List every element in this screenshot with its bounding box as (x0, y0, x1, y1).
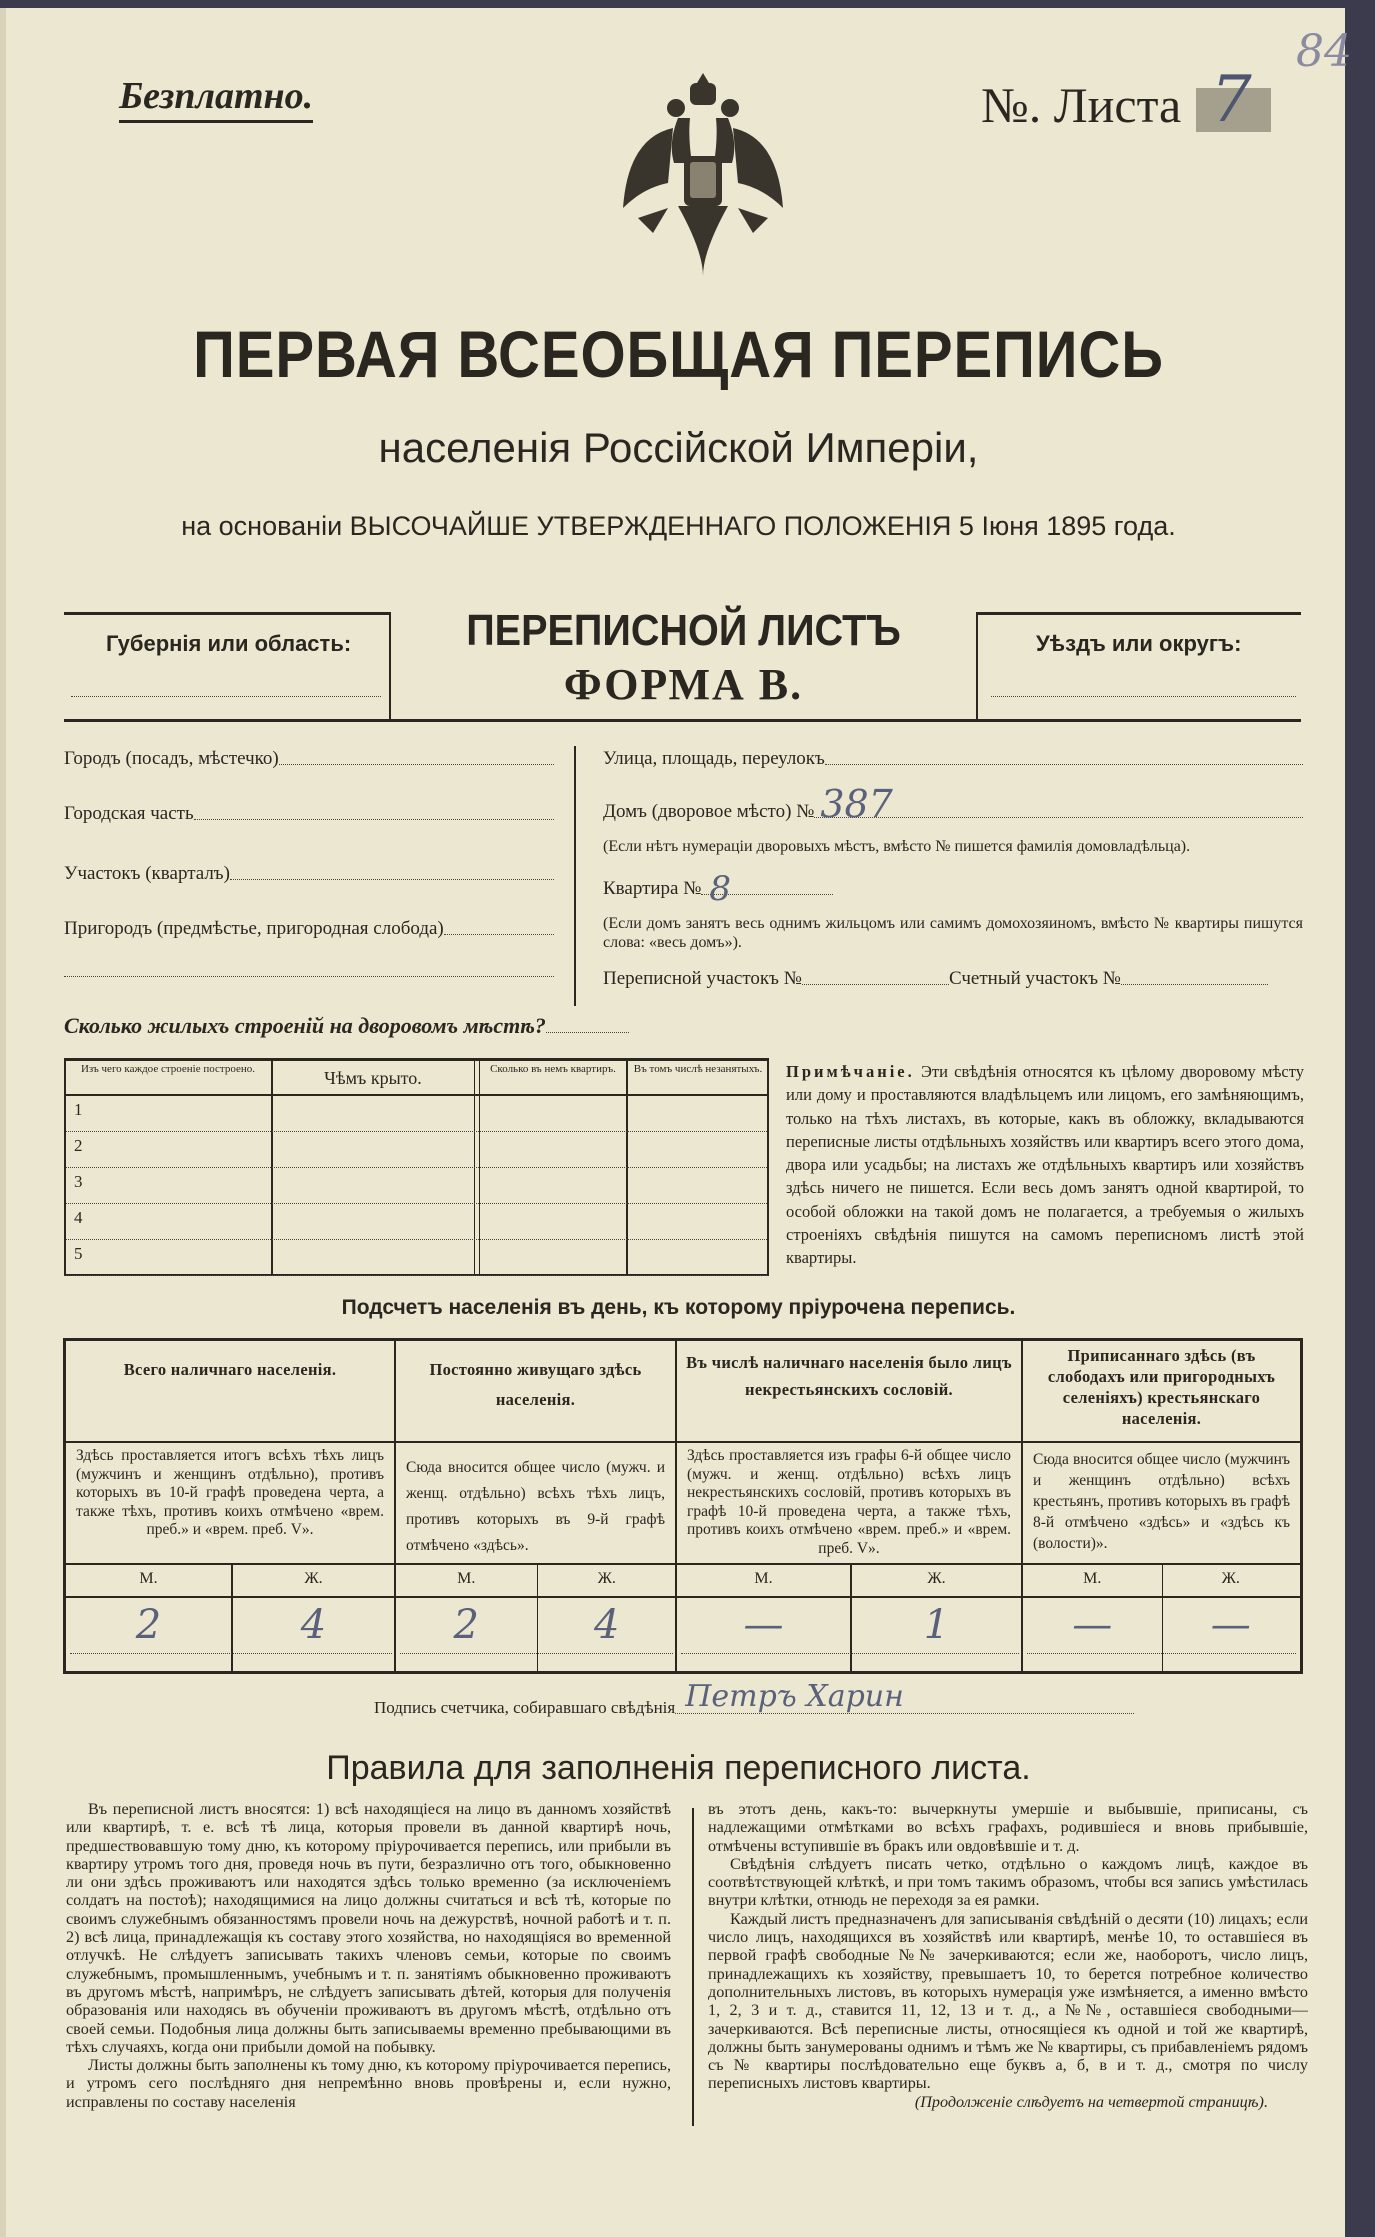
header-material: Изъ чего каждое строеніе построено. (80, 1063, 256, 1075)
buildings-question-row (64, 1013, 629, 1039)
city-part-field[interactable] (194, 803, 554, 820)
street-label: Улица, площадь, переулокъ (603, 748, 825, 769)
row-number: 3 (74, 1172, 83, 1191)
rules-paragraph: Листы должны быть заполнены къ тому дню, къ которому пріурочивается перепись, и утромъ сего послѣдняго дня непремѣнно вновь провѣрены и, если нужно, исправлены по составу населенія (66, 2056, 671, 2111)
row-divider (677, 1596, 1023, 1598)
count-column-head: Приписаннаго здѣсь (въ слободахъ или пригородныхъ селеніяхъ) крестьянскаго населенія. (1047, 1346, 1276, 1428)
house-number-value: 387 (820, 782, 893, 826)
enumerator-signature: Петръ Харин (685, 1679, 904, 1714)
count-column (1023, 1341, 1300, 1671)
count-column (677, 1341, 1023, 1671)
buildings-row[interactable] (66, 1168, 767, 1204)
county-label: Уѣздъ или округъ: (1036, 631, 1242, 656)
signature-label: Подпись счетчика, собиравшаго свѣдѣнія (374, 1698, 676, 1717)
house-note: (Если нѣтъ нумераціи дворовыхъ мѣстъ, вмѣсто № пишется фамилія домовладѣльца). (603, 838, 1191, 855)
rules-right-column (708, 1800, 1308, 2111)
count-column-description: Сюда вносится общее число (мужчинъ и женщинъ отдѣльно) всѣхъ крестьянъ, противъ которыхъ въ графѣ 8-й отмѣчено «здѣсь» и «здѣсь къ (волости)». (1033, 1451, 1290, 1552)
continued-note: (Продолженіе слѣдуетъ на четвертой страницѣ). (914, 2092, 1268, 2111)
female-label: Ж. (927, 1570, 946, 1587)
divider (574, 746, 576, 1006)
header-flats: Сколько въ немъ квартиръ. (490, 1063, 616, 1075)
count-column-description: Сюда вносится общее число (мужч. и женщ. отдѣльно) всѣхъ тѣхъ лицъ, противъ которыхъ въ 9-й графѣ отмѣчено «здѣсь». (406, 1459, 665, 1554)
house-field[interactable] (814, 782, 1303, 826)
count-entry-line[interactable] (400, 1653, 673, 1654)
archive-number: 84 (1296, 26, 1352, 77)
count-column-head: Постоянно живущаго здѣсь населенія. (429, 1360, 642, 1409)
main-title: ПЕРВАЯ ВСЕОБЩАЯ ПЕРЕПИСЬ (193, 317, 1164, 391)
divider (976, 612, 1301, 615)
signature-row (374, 1679, 1134, 1718)
census-district-label: Переписной участокъ № (603, 968, 802, 989)
row-divider (677, 1441, 1023, 1443)
buildings-row[interactable] (66, 1204, 767, 1240)
header-roof: Чѣмъ крыто. (324, 1068, 422, 1088)
district-row (64, 863, 554, 885)
row-divider (1023, 1596, 1300, 1598)
legal-basis: на основаніи ВЫСОЧАЙШЕ УТВЕРЖДЕННАГО ПОЛОЖЕНІЯ 5 Іюня 1895 года. (181, 511, 1176, 541)
rules-paragraph: Каждый листъ предназначенъ для записыванія свѣдѣній о десяти (10) лицахъ; если число лицъ, находящихся въ хозяйствѣ или квартирѣ, менѣе 10, то оставшіеся въ первой графѣ свободные №№ зачеркиваются; если же, наоборотъ, число лицъ, принадлежащихъ къ хозяйству, превышаетъ 10, то берется потребное количество дополнительныхъ листовъ, въ которыхъ нумерація уже измѣняется, а именно вмѣсто 1, 2, 3 и т. д., ставится 11, 12, 13 и т. д., а №№, оставшіеся свободными—зачеркиваются. Всѣ переписные листы, относящіеся къ одной и той же квартирѣ, должны быть занумерованы однимъ и тѣмъ же № квартиры, съ прибавленіемъ рядомъ съ № квартиры послѣдовательно еще буквъ а, б, в и т. д., смотря по числу переписныхъ листовъ квартиры. (708, 1909, 1308, 2093)
header-vacant: Въ томъ числѣ незанятыхъ. (633, 1063, 763, 1075)
row-divider (66, 1596, 396, 1598)
divider (976, 612, 978, 719)
street-field[interactable] (825, 748, 1303, 765)
buildings-question: Сколько жилыхъ строеній на дворовомъ мѣстѣ? (64, 1013, 546, 1038)
city-field[interactable] (279, 748, 554, 765)
row-number: 2 (74, 1136, 83, 1155)
census-district-field[interactable] (802, 968, 949, 985)
male-label: М. (1083, 1570, 1102, 1587)
male-count-value: — (1072, 1602, 1113, 1648)
count-title: Подсчетъ населенія въ день, къ которому пріурочена перепись. (341, 1296, 1016, 1319)
census-sheet (0, 8, 1352, 2237)
signature-field[interactable] (675, 1679, 1134, 1714)
count-column-head: Всего наличнаго населенія. (123, 1360, 337, 1379)
female-count-value: 4 (594, 1602, 620, 1648)
buildings-count-field[interactable] (546, 1013, 629, 1033)
population-count-table (63, 1338, 1303, 1674)
male-count-value: — (743, 1602, 784, 1648)
female-label: Ж. (1221, 1570, 1240, 1587)
buildings-row[interactable] (66, 1096, 767, 1132)
male-label: М. (139, 1570, 158, 1587)
column-divider (692, 1808, 694, 2126)
suburb-label: Пригородъ (предмѣстье, пригородная слобода) (64, 918, 444, 939)
row-number: 4 (74, 1208, 83, 1227)
house-label: Домъ (дворовое мѣсто) № (603, 801, 815, 822)
male-count-value: 2 (135, 1602, 162, 1648)
sheet-number-label: №. Листа (981, 77, 1182, 133)
rules-paragraph: Въ переписной листъ вносятся: 1) всѣ находящіеся на лицо въ данномъ хозяйствѣ или квартирѣ, т. е. всѣ тѣ лица, которыя провели въ данной квартирѣ ночь, предшествовавшую тому дню, къ которому пріурочивается перепись, или прибыли въ квартиру утромъ того дня, проведя ночь въ пути, безразлично отъ того, обыкновенно ли они здѣсь проживаютъ или находятся здѣсь только временно (за исключеніемъ солдатъ на постоѣ); находящимися на лицо должны считаться и всѣ тѣ, которые по своимъ служебнымъ обязанностямъ провели ночь на дежурствѣ, ночной работѣ и т. п. 2) всѣ лица, принадлежащія къ составу этого хозяйства, но находящіяся во временной отлучкѣ. Не слѣдуетъ записывать такихъ членовъ семьи, которые по своимъ служебнымъ, промышленнымъ, учебнымъ и т. п. занятіямъ обыкновенно проживаютъ въ другомъ мѣстѣ, напримѣръ, не слѣдуетъ записывать дѣтей, которыя для полученія образованія или находясь въ обученіи проживаютъ въ другомъ мѣстѣ, отдѣльно отъ своей семьи. Подобныя лица должны быть записываемы временно пребывающими въ тѣхъ случаяхъ, когда они прибыли домой на побывку. (66, 1800, 671, 2056)
province-field[interactable] (71, 696, 381, 697)
note-title: Примѣчаніе. (786, 1062, 915, 1081)
count-entry-line[interactable] (1027, 1653, 1296, 1654)
free-label: Безплатно. (119, 74, 313, 123)
row-divider (396, 1441, 677, 1443)
note-text: Эти свѣдѣнія относятся къ цѣлому дворовому мѣсту или дому и проставляются владѣльцемъ или лицомъ, его замѣняющимъ, только на тѣхъ листахъ, въ которые, какъ въ обложку, вкладываются переписные листы отдѣльныхъ хозяйствъ или квартиръ всего этого дома, двора или усадьбы; на листахъ же отдѣльныхъ квартиръ или хозяйствъ здѣсь ничего не пишется. Если весь домъ занятъ одной квартирой, то особой обложки на такой домъ не полагается, а требуемыя о жилыхъ строеніяхъ свѣдѣнія пишутся на самомъ переписномъ листѣ этой квартиры. (786, 1062, 1304, 1268)
double-headed-eagle-icon (618, 68, 788, 278)
districts-row (603, 968, 1268, 990)
suburb-field[interactable] (444, 918, 554, 935)
count-entry-line[interactable] (681, 1653, 1019, 1654)
city-label: Городъ (посадъ, мѣстечко) (64, 748, 279, 769)
female-label: Ж. (304, 1570, 323, 1587)
rules-paragraph: въ этотъ день, какъ-то: вычеркнуты умершіе и выбывшіе, приписаны, съ надлежащими отмѣтками во всѣхъ графахъ, родившіеся и вновь прибывшіе, отмѣчены вступившіе въ бракъ или овдовѣвшіе и т. д. (708, 1800, 1308, 1855)
female-label: Ж. (597, 1570, 616, 1587)
buildings-row[interactable] (66, 1132, 767, 1168)
count-entry-line[interactable] (70, 1653, 392, 1654)
city-part-label: Городская часть (64, 803, 194, 824)
suburb-field-extra[interactable] (64, 976, 554, 977)
buildings-table (64, 1058, 769, 1276)
flat-field[interactable] (701, 869, 833, 909)
sheet-number-value: 7 (1211, 63, 1252, 137)
row-number: 1 (74, 1100, 83, 1119)
buildings-note (786, 1060, 1304, 1270)
form-type: ФОРМА В. (563, 660, 804, 709)
city-row (64, 748, 554, 770)
divider (64, 612, 389, 615)
county-field[interactable] (991, 696, 1296, 697)
rules-paragraph: Свѣдѣнія слѣдуетъ писать четко, отдѣльно о каждомъ лицѣ, каждое въ соотвѣтствующей клѣткѣ, и при томъ такимъ образомъ, чтобы вся запись умѣстилась внутри клѣтки, отнюдь не переходя за ея рамки. (708, 1854, 1308, 1910)
rules-left-column (66, 1800, 671, 2111)
province-label: Губернія или область: (106, 631, 352, 656)
flat-note: (Если домъ занятъ весь однимъ жильцомъ или самимъ домохозяиномъ, вмѣсто № квартиры пишутся слова: «весь домъ»). (603, 915, 1303, 951)
city-part-row (64, 803, 554, 825)
female-count-value: 1 (923, 1602, 950, 1648)
house-row (603, 782, 1303, 826)
male-label: М. (457, 1570, 476, 1587)
female-count-value: — (1210, 1602, 1251, 1648)
divider (64, 719, 1301, 722)
suburb-row (64, 918, 554, 940)
row-number: 5 (74, 1244, 83, 1263)
subtitle: населенія Россійской Имперіи, (378, 424, 979, 471)
flat-row (603, 869, 833, 909)
male-label: М. (754, 1570, 773, 1587)
row-divider (396, 1596, 677, 1598)
count-column (66, 1341, 396, 1671)
flat-label: Квартира № (603, 878, 702, 899)
street-row (603, 748, 1303, 770)
count-district-label: Счетный участокъ № (948, 968, 1121, 989)
count-column-description: Здѣсь проставляется изъ графы 6-й общее число (мужч. и женщ. отдѣльно) всѣхъ лицъ некрестьянскихъ сословій, противъ которыхъ въ графѣ 10-й проведена черта, а также тѣхъ, противъ коихъ отмѣчено «врем. преб.» и «врем. преб. V». (687, 1447, 1011, 1557)
flat-number-value: 8 (709, 869, 731, 909)
form-title: ПЕРЕПИСНОЙ ЛИСТЪ (466, 606, 901, 655)
female-count-value: 4 (300, 1602, 327, 1648)
rules-title: Правила для заполненія переписного листа. (326, 1749, 1031, 1787)
count-column-head: Въ числѣ наличнаго населенія было лицъ некрестьянскихъ сословій. (686, 1353, 1012, 1399)
male-count-value: 2 (453, 1602, 479, 1648)
row-divider (66, 1441, 396, 1443)
district-label: Участокъ (кварталъ) (64, 863, 230, 884)
buildings-row[interactable] (66, 1240, 767, 1276)
count-column-description: Здѣсь проставляется итогъ всѣхъ тѣхъ лицъ (мужчинъ и женщинъ отдѣльно), противъ которыхъ въ 10-й графѣ проведена черта, а также тѣхъ, противъ коихъ отмѣчено «врем. преб.» и «врем. преб. V». (76, 1447, 384, 1538)
row-divider (1023, 1441, 1300, 1443)
count-column (396, 1341, 677, 1671)
district-field[interactable] (230, 863, 554, 880)
count-district-field[interactable] (1121, 968, 1268, 985)
